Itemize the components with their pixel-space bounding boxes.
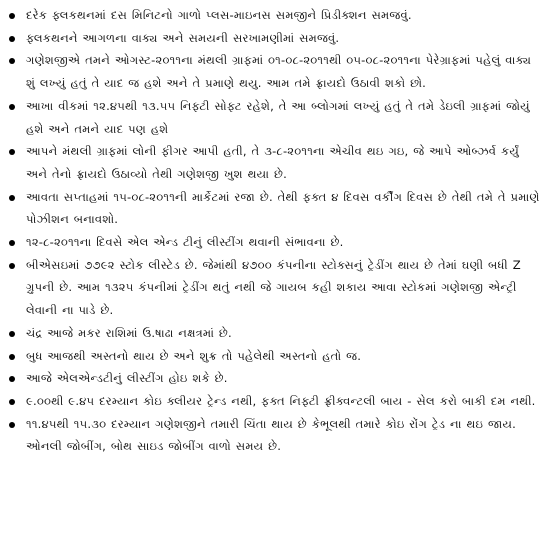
list-item-text: આવતા સપ્તાહમાં ૧૫-૦૮-૨૦૧૧ની માર્કેટમાં રજા છે. તેથી ફક્ત ૪ દિવસ વર્કીંગ દિવસ છે તેથી તમે તે પ્રમાણે પોઝીશન બનાવશો. — [26, 189, 540, 227]
bullet-icon — [9, 331, 15, 337]
bullet-icon — [9, 376, 15, 382]
bullet-icon — [9, 354, 15, 360]
bullet-icon — [9, 399, 15, 405]
bullet-icon — [9, 422, 15, 428]
bullet-icon — [9, 195, 15, 201]
list-item-text: આપને મંથલી ગ્રાફમાં લોની ફીગર આપી હતી, તે ૩-૮-૨૦૧૧ના એચીવ થઇ ગઇ, જે આપે ઓબ્ઝર્વ કર્યું અને તેનો ફ્રાયદો ઉઠાવ્યો તેથી ગણેશજી ખુશ થયા છે. — [26, 144, 519, 181]
bullet-icon — [9, 240, 15, 246]
list-item-text: ચંદ્ર આજે મકર રાશિમાં ઉ.ષાઢા નક્ષત્રમાં છે. — [26, 325, 232, 340]
bullet-icon — [9, 36, 15, 42]
list-item-text: ૧૨-૮-૨૦૧૧ના દિવસે એલ એન્ડ ટીનું લીસ્ટીંગ થવાની સંભાવના છે. — [26, 235, 344, 250]
list-item — [4, 140, 544, 185]
bullet-list — [4, 4, 544, 458]
bullet-icon — [9, 149, 15, 155]
list-item-text: ૯.૦૦થી ૯.૪૫ દરમ્યાન કોઇ ક્લીયર ટ્રેન્ડ નથી, ફક્ત નિફ્ટી ફ્રીક્વન્ટલી બાય - સેલ કરો બાકી દમ નથી. — [26, 393, 536, 408]
list-item — [4, 413, 544, 458]
list-item — [4, 27, 544, 50]
list-item — [4, 322, 544, 345]
list-item — [4, 4, 544, 27]
bullet-icon — [9, 58, 15, 64]
list-item — [4, 186, 544, 231]
bullet-icon — [9, 13, 15, 19]
list-item — [4, 49, 544, 94]
list-item — [4, 231, 544, 254]
list-item-text: આખા વીકમાં ૧૨.૪૫થી ૧૩.૫૫ નિફ્ટી સોફ્ટ રહેશે, તે આ બ્લોગમાં લખ્યું હતું તે તમે ડેઇલી ગ્રાફમાં જોયું હશે અને તમને યાદ પણ હશે — [26, 98, 530, 136]
bullet-icon — [9, 263, 15, 269]
list-item — [4, 390, 544, 413]
list-item — [4, 345, 544, 368]
list-item-text: બીએસઇમાં ૭૭૯૨ સ્ટોક લીસ્ટેડ છે. જેમાંથી ૪૭૦૦ કંપનીના સ્ટોક્સનું ટ્રેડીંગ થાય છે તેમાં ઘણી બધી Z ગ્રુપની છે. આમ ૧૩૨૫ કંપનીમાં ટ્રેડીંગ થતું નથી જે ગાયબ કહી શકાય આવા સ્ટોકમાં ગણેશજી એન્ટ્રી લેવાની ના પાડે છે. — [26, 257, 521, 318]
list-item — [4, 367, 544, 390]
list-item-text: ફ્લકથનને આગળના વાક્ય અને સમયની સરખામણીમાં સમજવું. — [26, 30, 340, 45]
list-item-text: બુધ આજથી અસ્તનો થાય છે અને શુક્ર તો પહેલેથી અસ્તનો હતો જ. — [26, 348, 362, 363]
list-item-text: ૧૧.૪૫થી ૧૫.૩૦ દરમ્યાન ગણેશજીને તમારી ચિંતા થાય છે કેભૂલથી તમારે કોઇ રોંગ ટ્રેડ ના થઇ જાય. ઓનલી જોબીંગ, બોથ સાઇડ જોબીંગ વાળો સમય છે. — [26, 416, 516, 454]
list-item-text: ગણેશજીએ તમને ઓગસ્ટ-૨૦૧૧ના મંથલી ગ્રાફમાં ૦૧-૦૮-૨૦૧૧થી ૦૫-૦૮-૨૦૧૧ના પેરેગ્રાફમાં પહેલું વાક્ય શું લખ્યું હતું તે યાદ જ હશે અને તે પ્રમાણે થયુ. આમ તમે ફ્રાયદો ઉઠાવી શકો છો. — [26, 53, 532, 91]
list-item-text: દરેક ફ્લકથનમાં દસ મિનિટનો ગાળો પ્લસ-માઇનસ સમજીને પ્રિડીક્શન સમજવું. — [26, 8, 412, 22]
list-item — [4, 95, 544, 140]
bullet-icon — [9, 104, 15, 110]
list-item — [4, 254, 544, 322]
list-item-text: આજે એલએન્ડટીનું લીસ્ટીંગ હોઇ શકે છે. — [26, 371, 228, 386]
